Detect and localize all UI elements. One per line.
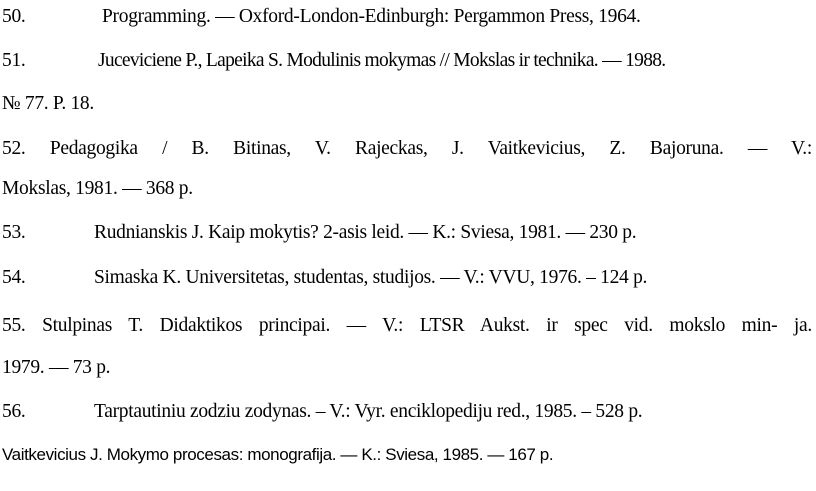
reference-55 (2, 313, 812, 339)
reference-text: Programming. — Oxford-London-Edinburgh: Pergammon Press, 1964. (102, 6, 641, 27)
reference-51 (2, 48, 812, 74)
reference-text: Juceviciene P., Lapeika S. Modulinis mokymas // Mokslas ir technika. — 1988. (98, 50, 666, 71)
reference-56 (2, 399, 812, 425)
reference-text-continued: № 77. P. 18. (2, 93, 94, 114)
reference-text: Simaska K. Universitetas, studentas, studijos. — V.: VVU, 1976. – 124 p. (94, 267, 648, 288)
reference-number: 56. (2, 401, 26, 422)
reference-54 (2, 265, 812, 291)
reference-52-continuation (2, 176, 812, 202)
reference-number: 54. (2, 267, 26, 288)
reference-number: 50. (2, 6, 26, 27)
reference-55-continuation (2, 355, 812, 381)
reference-number: 53. (2, 222, 26, 243)
reference-text: Rudnianskis J. Kaip mokytis? 2-asis leid. — K.: Sviesa, 1981. — 230 p. (94, 222, 637, 243)
reference-text: Tarptautiniu zodziu zodynas. – V.: Vyr. enciklopediju red., 1985. – 528 p. (94, 401, 643, 422)
reference-text: Stulpinas T. Didaktikos principai. — V.: LTSR Aukst. ir spec vid. mokslo min- ja. (42, 315, 812, 336)
reference-52 (2, 136, 812, 162)
reference-text: Vaitkevicius J. Mokymo procesas: monografija. — K.: Sviesa, 1985. — 167 p. (2, 445, 554, 464)
reference-50 (2, 4, 812, 30)
reference-unnumbered (2, 442, 812, 468)
reference-53 (2, 220, 812, 246)
reference-51-continuation (2, 91, 812, 117)
reference-text-continued: 1979. — 73 p. (2, 357, 111, 378)
reference-number: 55. (2, 315, 26, 336)
reference-text: Pedagogika / B. Bitinas, V. Rajeckas, J. Vaitkevicius, Z. Bajoruna. — V.: (49, 138, 813, 159)
reference-number: 52. (2, 138, 26, 159)
reference-text-continued: Mokslas, 1981. — 368 p. (2, 178, 193, 199)
reference-number: 51. (2, 50, 26, 71)
